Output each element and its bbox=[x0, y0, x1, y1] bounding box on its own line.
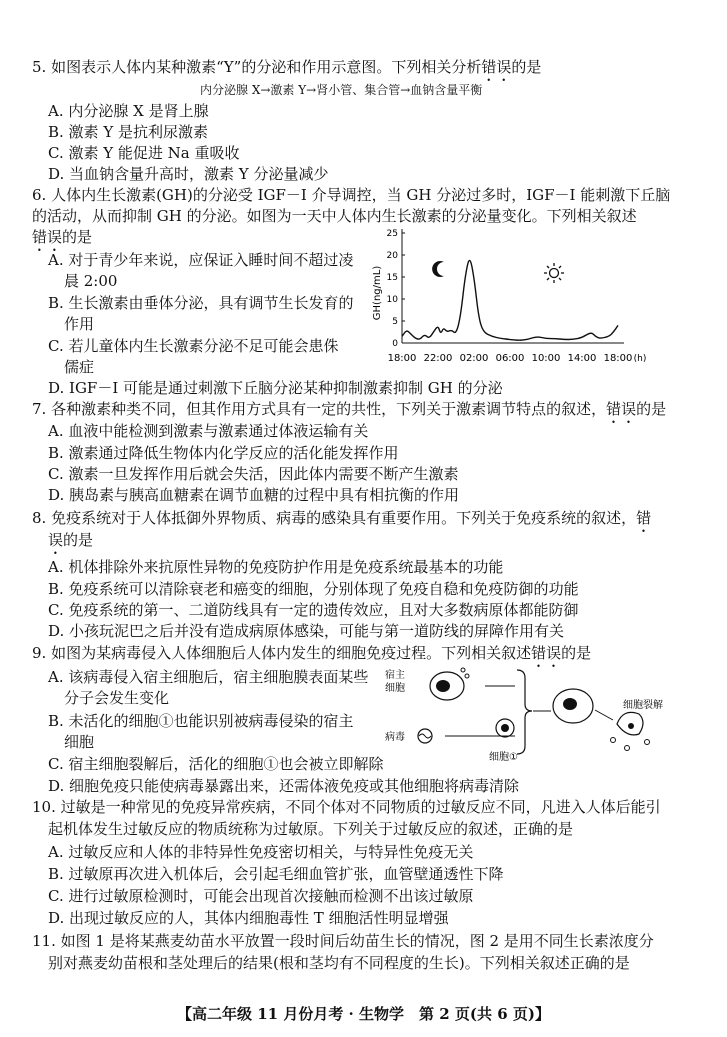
q7-option-d: D. 胰岛素与胰高血糖素在调节血糖的过程中具有相抗衡的作用 bbox=[48, 486, 460, 504]
q7-option-c: C. 激素一旦发挥作用后就会失活，因此体内需要不断产生激素 bbox=[48, 465, 459, 483]
q8-option-d: D. 小孩玩泥巴之后并没有造成病原体感染，可能与第一道防线的屏障作用有关 bbox=[48, 622, 565, 640]
moon-icon bbox=[432, 261, 444, 277]
q9-option-d: D. 细胞免疫只能使病毒暴露出来，还需体液免疫或其他细胞将病毒清除 bbox=[48, 777, 520, 795]
brace bbox=[517, 670, 532, 754]
q7-stem-text: 7. 各种激素种类不同，但其作用方式具有一定的共性，下列关于激素调节特点的叙述， bbox=[32, 400, 607, 418]
q5-option-b: B. 激素 Y 是抗利尿激素 bbox=[48, 123, 208, 141]
virus-label: 病毒 bbox=[385, 732, 405, 743]
q5-flow-diagram: 内分泌腺 X→激素 Y→肾小管、集合管→血钠含量平衡 bbox=[200, 83, 483, 97]
x-tick-label: 06:00 bbox=[495, 353, 525, 364]
host-cell-label-1: 宿主 bbox=[385, 670, 405, 681]
q7-option-b: B. 激素通过降低生物体内化学反应的活化能发挥作用 bbox=[48, 444, 399, 462]
q5-option-a: A. 内分泌腺 X 是肾上腺 bbox=[48, 102, 209, 120]
q7-stem-emphasis: 错误 bbox=[606, 400, 637, 418]
q8-stem-emphasis-2: 误 bbox=[48, 531, 64, 549]
q11-stem-line2: 别对燕麦幼苗根和茎处理后的结果(根和茎均有不同程度的生长)。下列相关叙述正确的是 bbox=[48, 954, 630, 972]
q7-option-a: A. 血液中能检测到激素与激素通过体液运输有关 bbox=[48, 422, 369, 440]
q9-stem-emphasis: 错误 bbox=[531, 644, 562, 662]
q8-option-b: B. 免疫系统可以清除衰老和癌变的细胞，分别体现了免疫自稳和免疫防御的功能 bbox=[48, 580, 579, 598]
x-tick-label: 10:00 bbox=[531, 353, 561, 364]
q8-stem-end: 的是 bbox=[63, 531, 94, 549]
q8-stem-line1 bbox=[32, 508, 651, 536]
chart-y-axis bbox=[387, 229, 405, 349]
q8-stem-emphasis-1: 错 bbox=[636, 509, 652, 527]
sun-icon bbox=[544, 263, 564, 283]
y-tick-label: 25 bbox=[386, 229, 398, 239]
page-footer: 【高二年级 11 月份月考 · 生物学 第 2 页(共 6 页)】 bbox=[177, 1005, 550, 1023]
q5-option-c: C. 激素 Y 能促进 Na 重吸收 bbox=[48, 144, 240, 162]
q6-option-d: D. IGF－I 可能是通过刺激下丘脑分泌某种抑制激素抑制 GH 的分泌 bbox=[48, 379, 503, 397]
q5-option-d: D. 当血钠含量升高时，激素 Y 分泌量减少 bbox=[48, 165, 329, 183]
q6-option-a-line1: A. 对于青少年来说，应保证入睡时间不超过凌 bbox=[48, 251, 354, 269]
x-unit-label: (h) bbox=[633, 354, 647, 364]
q10-stem-line2: 起机体发生过敏反应的物质统称为过敏原。下列关于过敏反应的叙述，正确的是 bbox=[48, 820, 574, 838]
q6-option-c-line2: 儒症 bbox=[64, 358, 95, 376]
chart-ylabel: GH(ng/mL) bbox=[372, 265, 383, 321]
q6-option-b-line2: 作用 bbox=[64, 315, 95, 333]
q6-stem-emphasis: 错误 bbox=[32, 228, 63, 246]
y-tick-label: 10 bbox=[386, 295, 398, 305]
lysis-label: 细胞裂解 bbox=[623, 700, 663, 711]
q11-stem-line1: 11. 如图 1 是将某燕麦幼苗水平放置一段时间后幼苗生长的情况，图 2 是用不同生长素浓度分 bbox=[32, 932, 654, 950]
q9-option-a-line1: A. 该病毒侵入宿主细胞后，宿主细胞膜表面某些 bbox=[48, 668, 369, 686]
cell-1-icon bbox=[496, 719, 514, 737]
lysed-cell-icon bbox=[611, 712, 650, 750]
arrow-lysis bbox=[595, 710, 613, 720]
x-tick-label: 18:00 bbox=[603, 353, 633, 364]
gh-secretion-chart bbox=[368, 225, 668, 375]
q10-option-c: C. 进行过敏原检测时，可能会出现首次接触而检测不出该过敏原 bbox=[48, 887, 474, 905]
x-tick-label: 14:00 bbox=[567, 353, 597, 364]
chart-x-axis bbox=[388, 343, 647, 364]
q5-stem-text: 5. 如图表示人体内某种激素“Y”的分泌和作用示意图。下列相关分析 bbox=[32, 58, 482, 76]
q10-stem-line1: 10. 过敏是一种常见的免疫异常疾病，不同个体对不同物质的过敏反应不同，凡进入人体后能引 bbox=[32, 798, 661, 816]
y-tick-label: 0 bbox=[392, 339, 398, 349]
y-tick-label: 15 bbox=[386, 273, 398, 283]
q8-stem-text: 8. 免疫系统对于人体抵御外界物质、病毒的感染具有重要作用。下列关于免疫系统的叙述， bbox=[32, 509, 637, 527]
q9-stem-end: 的是 bbox=[561, 644, 592, 662]
q6-stem-end: 的是 bbox=[62, 228, 93, 246]
virus-icon bbox=[418, 729, 432, 743]
host-cell-icon bbox=[430, 668, 469, 700]
q6-option-a-line2: 晨 2:00 bbox=[64, 272, 118, 290]
cell-1-label: 细胞① bbox=[489, 752, 518, 763]
q6-option-c-line1: C. 若儿童体内生长激素分泌不足可能会患侏 bbox=[48, 337, 339, 355]
q10-option-a: A. 过敏反应和人体的非特异性免疫密切相关，与特异性免疫无关 bbox=[48, 843, 474, 861]
x-tick-label: 02:00 bbox=[459, 353, 489, 364]
x-tick-label: 22:00 bbox=[423, 353, 453, 364]
y-tick-label: 20 bbox=[386, 251, 398, 261]
q5-stem-end: 的是 bbox=[511, 58, 542, 76]
q8-option-c: C. 免疫系统的第一、二道防线具有一定的遗传效应，且对大多数病原体都能防御 bbox=[48, 601, 579, 619]
q6-stem-line2: 的活动，从而抑制 GH 的分泌。如图为一天中人体内生长激素的分泌量变化。下列相关叙述 bbox=[32, 207, 637, 225]
cell-immunity-diagram bbox=[385, 664, 685, 770]
q9-option-a-line2: 分子会发生变化 bbox=[64, 689, 170, 707]
x-tick-label: 18:00 bbox=[387, 353, 417, 364]
q8-stem-line2 bbox=[48, 530, 93, 558]
infected-cell-icon bbox=[553, 689, 593, 723]
q10-option-b: B. 过敏原再次进入机体后，会引起毛细血管扩张，血管壁通透性下降 bbox=[48, 865, 504, 883]
q5-stem bbox=[32, 57, 541, 85]
q9-option-c: C. 宿主细胞裂解后，活化的细胞①也会被立即解除 bbox=[48, 755, 384, 773]
q10-option-d: D. 出现过敏反应的人，其体内细胞毒性 T 细胞活性明显增强 bbox=[48, 909, 449, 927]
q8-option-a: A. 机体排除外来抗原性异物的免疫防护作用是免疫系统最基本的功能 bbox=[48, 558, 504, 576]
q9-option-b-line1: B. 未活化的细胞①也能识别被病毒侵染的宿主 bbox=[48, 712, 354, 730]
q7-stem-end: 的是 bbox=[636, 400, 667, 418]
q6-option-b-line1: B. 生长激素由垂体分泌，具有调节生长发育的 bbox=[48, 294, 354, 312]
q9-stem-text: 9. 如图为某病毒侵入人体细胞后人体内发生的细胞免疫过程。下列相关叙述 bbox=[32, 644, 532, 662]
q6-stem-line1: 6. 人体内生长激素(GH)的分泌受 IGF－I 介导调控，当 GH 分泌过多时，IGF－I 能刺激下丘脑 bbox=[32, 186, 671, 204]
y-tick-label: 5 bbox=[392, 317, 398, 327]
q5-stem-emphasis: 错误 bbox=[481, 58, 512, 76]
q9-option-b-line2: 细胞 bbox=[64, 733, 95, 751]
host-cell-label-2: 细胞 bbox=[385, 683, 405, 694]
